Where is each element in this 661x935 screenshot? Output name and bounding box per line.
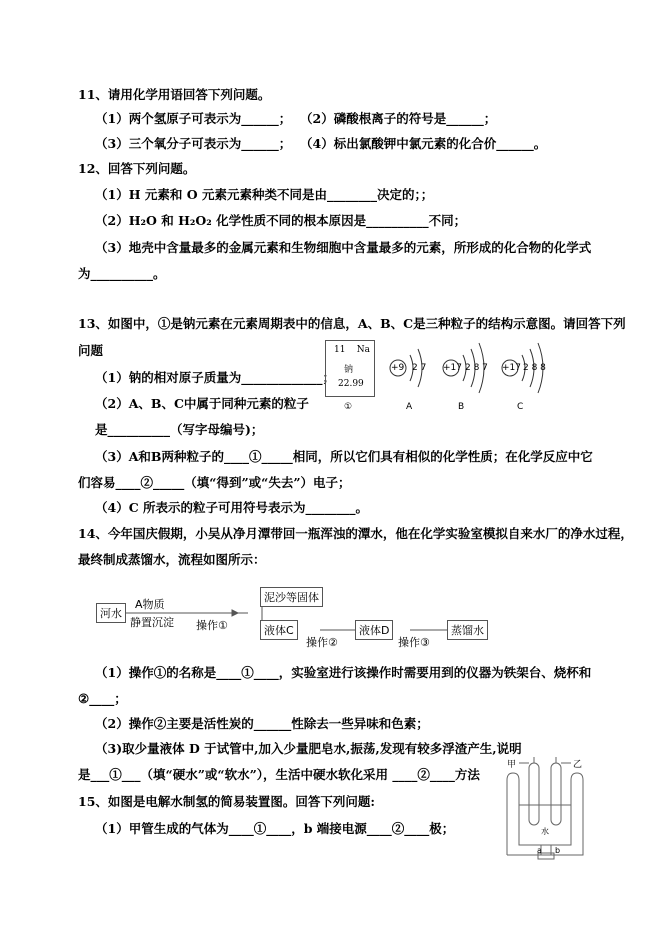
flow-river: 河水 — [96, 603, 126, 623]
electrode-b-label: b — [555, 846, 561, 855]
q12-title: 12、回答下列问题。 — [78, 161, 196, 176]
flow-op1: 操作① — [196, 619, 228, 632]
q13-p2: （2）A、B、C中属于同种元素的粒子 — [95, 396, 309, 411]
flow-liquid-d: 液体D — [355, 620, 393, 640]
tube-yi-label: 乙 — [573, 760, 583, 770]
atom-a-shells: 2 7 — [412, 363, 427, 373]
q13-p3b: 们容易____②_____（填“得到”或“失去”）电子； — [78, 475, 351, 490]
q15-title: 15、如图是电解水制氢的简易装置图。回答下列问题: — [78, 794, 376, 809]
electrolysis-apparatus — [505, 755, 585, 860]
element-card — [325, 340, 375, 397]
q12-p3: （3）地壳中含量最多的金属元素和生物细胞中含量最多的元素，所形成的化合物的化学式 — [95, 240, 592, 255]
atom-c-nucleus: +17 — [502, 363, 521, 373]
q12-p2: （2）H₂O 和 H₂O₂ 化学性质不同的根本原因是__________不同； — [95, 213, 467, 228]
electrode-a-label: a — [537, 846, 542, 855]
atom-b-label: B — [458, 402, 465, 412]
q14-title2: 最终制成蒸馏水，流程如图所示： — [78, 552, 266, 567]
q13-p4: （4）C 所表示的粒子可用符号表示为________。 — [95, 500, 368, 515]
q14-title: 14、今年国庆假期，小吴从净月潭带回一瓶浑浊的潭水，他在化学实验室模拟自来水厂的净水过程， — [78, 526, 633, 541]
water-label: 水 — [541, 827, 549, 836]
q11-p3: （3）三个氧分子可表示为______； — [95, 136, 292, 151]
atom-c-label: C — [517, 402, 524, 412]
element-card-label: ① — [344, 402, 353, 412]
q14-p3b: 是___①___（填“硬水”或“软水”），生活中硬水软化采用 ____②____方法 — [78, 767, 480, 782]
q14-p3: （3)取少量液体 D 于试管中,加入少量肥皂水,振荡,发现有较多浮渣产生,说明 — [95, 741, 522, 756]
flow-op2: 操作② — [306, 636, 338, 649]
tube-jia-label: 甲 — [507, 760, 517, 770]
atom-a-nucleus: +9 — [391, 363, 405, 373]
atom-b-shells: 2 8 7 — [465, 363, 488, 373]
q13-p1: （1）钠的相对原子质量为_____________； — [95, 370, 335, 385]
q12-p1: （1）H 元素和 O 元素元素种类不同是由________决定的；； — [95, 187, 434, 202]
atom-c-shells: 2 8 8 — [523, 363, 546, 373]
element-symbol: Na — [356, 345, 370, 355]
q13-p3: （3）A和B两种粒子的____①_____相同，所以它们具有相似的化学性质；在化学反应中它 — [95, 449, 593, 464]
q11-p4: （4）标出氯酸钾中氯元素的化合价______。 — [300, 136, 547, 151]
flow-liquid-c: 液体C — [260, 620, 298, 640]
q11-title: 11、请用化学用语回答下列问题。 — [78, 87, 271, 102]
q14-p1b: ②____； — [78, 691, 127, 706]
q13-title: 13、如图中，①是钠元素在元素周期表中的信息，A、B、C是三种粒子的结构示意图。请回答下列 — [78, 316, 626, 331]
flow-solid: 泥沙等固体 — [260, 587, 323, 607]
q11-p1: （1）两个氢原子可表示为______； — [95, 111, 292, 126]
flow-op3: 操作③ — [398, 636, 430, 649]
q15-p1: （1）甲管生成的气体为____①____，b 端接电源____②____极； — [95, 821, 455, 836]
q13-p2b: 是__________（写字母编号)； — [95, 422, 264, 437]
atom-b-nucleus: +17 — [443, 363, 462, 373]
q14-p1: （1）操作①的名称是____①____，实验室进行该操作时需要用到的仪器为铁架台、烧杯和 — [95, 665, 592, 680]
q11-p2: （2）磷酸根离子的符号是______； — [300, 111, 497, 126]
element-name: 钠 — [344, 365, 354, 375]
q13-title2: 问题 — [78, 343, 104, 358]
flow-a-top: A物质 — [135, 598, 165, 611]
q12-p3b: 为__________。 — [78, 266, 166, 281]
q14-p2: （2）操作②主要是活性炭的______性除去一些异味和色素； — [95, 716, 429, 731]
atomic-number: 11 — [334, 345, 346, 355]
atomic-mass: 22.99 — [338, 379, 364, 389]
flow-distilled: 蒸馏水 — [447, 620, 488, 640]
flow-a-bottom: 静置沉淀 — [130, 616, 174, 629]
atom-a-label: A — [406, 402, 413, 412]
